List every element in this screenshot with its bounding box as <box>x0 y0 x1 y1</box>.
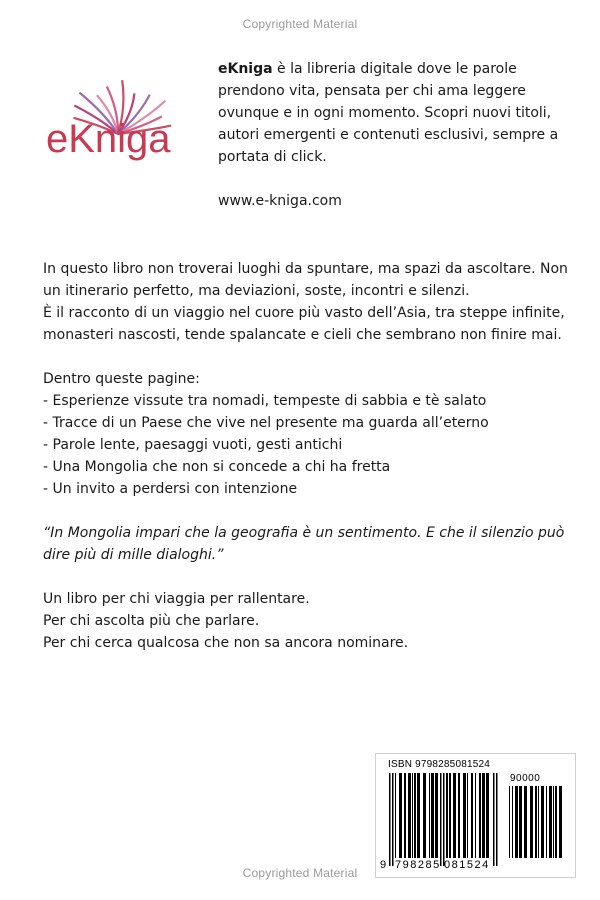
barcode-digits-group-2: 081524 <box>444 859 490 871</box>
barcode-bar <box>512 786 513 858</box>
barcode-bar <box>395 773 396 858</box>
barcode-bar <box>475 773 476 858</box>
barcode-bar <box>553 786 554 858</box>
copyright-watermark-bottom: Copyrighted Material <box>242 866 358 880</box>
barcode-bar <box>458 773 460 858</box>
barcode-bar <box>486 773 489 858</box>
barcode-bar <box>538 786 539 858</box>
barcode-bar <box>519 786 522 858</box>
barcode-guard-bar <box>443 773 445 866</box>
barcode-bar <box>446 773 448 858</box>
promo-text: è la libreria digitale dove le parole prendono vita, pensata per chi ama leggere ovunque e in ogni momento. Scopri nuovi titoli, autori emergenti e contenuti esclusivi, sempre a portata di click. <box>218 61 559 165</box>
price-code: 90000 <box>510 773 541 784</box>
barcode-bar <box>549 786 552 858</box>
barcode-bar <box>530 786 533 858</box>
barcode-bar <box>471 773 473 858</box>
intro-paragraph-1: In questo libro non troverai luoghi da spuntare, ma spazi da ascoltare. Non un itinerario perfetto, ma deviazioni, soste, incontri e silenzi. <box>43 261 568 299</box>
list-item: - Un invito a perdersi con intenzione <box>43 481 298 497</box>
intro-paragraph-2: È il racconto di un viaggio nel cuore più vasto dell’Asia, tra steppe infinite, monasteri nascosti, tende spalancate e cieli che sembrano non finire mai. <box>43 305 565 343</box>
barcode-guard-bar <box>440 773 442 866</box>
publisher-url[interactable]: www.e-kniga.com <box>218 193 342 209</box>
barcode-bar <box>479 773 481 858</box>
list-item: - Esperienze vissute tra nomadi, tempeste di sabbia e tè salato <box>43 393 487 409</box>
list-heading: Dentro queste pagine: <box>43 371 200 387</box>
promo-paragraph <box>218 58 568 168</box>
barcode-digit-lead: 9 <box>380 859 387 871</box>
barcode-bar <box>467 773 468 858</box>
barcode-guard-bar <box>392 773 394 866</box>
list-item: - Tracce di un Paese che vive nel presente ma guarda all’eterno <box>43 415 489 431</box>
barcode-bar <box>404 773 406 858</box>
list-item: - Parole lente, paesaggi vuoti, gesti antichi <box>43 437 343 453</box>
back-cover-blurb <box>43 258 568 654</box>
barcode-bar <box>429 773 430 858</box>
barcode-bar <box>453 773 456 858</box>
logo-wordmark: eKniga <box>46 117 171 161</box>
closing-line: Un libro per chi viaggia per rallentare. <box>43 591 310 607</box>
barcode-bar <box>431 773 434 858</box>
barcode-bar <box>417 773 420 858</box>
barcode-bar <box>449 773 451 858</box>
barcode-bar <box>541 786 544 858</box>
barcode-bar <box>412 773 413 858</box>
ekniga-logo-graphic <box>40 76 200 196</box>
barcode-digits-group-1: 798285 <box>395 859 441 871</box>
closing-line: Per chi ascolta più che parlare. <box>43 613 260 629</box>
barcode-bar <box>423 773 426 858</box>
barcode-bar <box>555 786 557 858</box>
barcode-bar <box>414 773 416 858</box>
barcode-bar <box>559 786 562 858</box>
barcode-guard-bar <box>496 773 498 866</box>
barcode-bar <box>435 773 438 858</box>
barcode-bar <box>546 786 547 858</box>
list-item: - Una Mongolia che non si concede a chi ha fretta <box>43 459 391 475</box>
copyright-watermark-top: Copyrighted Material <box>242 17 358 31</box>
barcode-guard-bar <box>493 773 495 866</box>
barcode-bar <box>399 773 402 858</box>
publisher-promo <box>218 58 568 212</box>
isbn-label: ISBN 9798285081524 <box>388 759 491 770</box>
barcode-bar <box>524 786 527 858</box>
isbn-barcode <box>375 753 576 878</box>
promo-brand: eKniga <box>218 61 273 77</box>
barcode-bar <box>482 773 485 858</box>
ekniga-logo <box>40 76 200 196</box>
barcode-bar <box>515 786 518 858</box>
barcode-guard-bar <box>389 773 391 866</box>
barcode-bar <box>509 786 510 858</box>
closing-line: Per chi cerca qualcosa che non sa ancora nominare. <box>43 635 409 651</box>
barcode-bar <box>408 773 411 858</box>
pull-quote: “In Mongolia impari che la geografia è un sentimento. E che il silenzio può dire più di mille dialoghi.” <box>43 525 565 563</box>
barcode-bar <box>463 773 466 858</box>
barcode-bar <box>535 786 537 858</box>
